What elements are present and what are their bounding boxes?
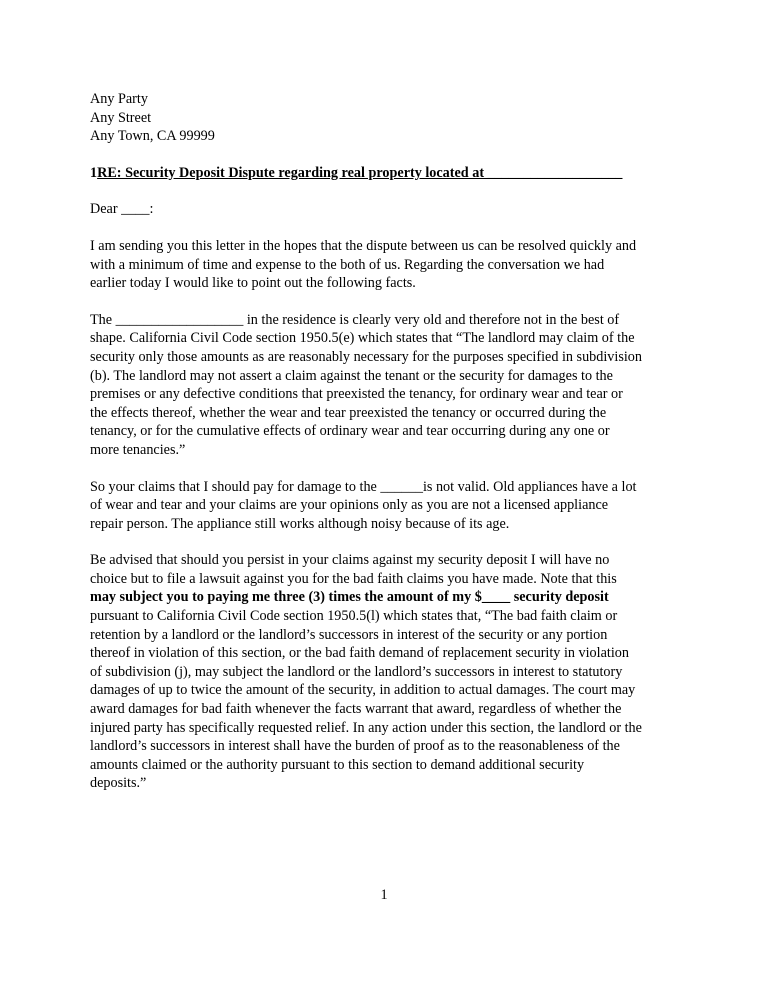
paragraph-line: more tenancies.” xyxy=(90,441,186,458)
subject-text: RE: Security Deposit Dispute regarding real property located at ___________________ xyxy=(97,164,623,181)
paragraph-civil-code-e xyxy=(90,311,684,460)
paragraph-line: thereof in violation of this section, or the bad faith demand of replacement security in violation xyxy=(90,645,629,662)
paragraph-bad-faith xyxy=(90,551,684,793)
paragraph-appliance xyxy=(90,478,684,534)
paragraph-line: landlord’s successors in interest shall have the burden of proof as to the reasonableness of the xyxy=(90,738,620,755)
paragraph-line: retention by a landlord or the landlord’s successors in interest of the security or any portion xyxy=(90,626,608,643)
address-city: Any Town, CA 99999 xyxy=(90,128,215,145)
paragraph-line: deposits.” xyxy=(90,775,147,792)
subject-prefix: 1 xyxy=(90,164,98,181)
letter-body xyxy=(90,90,684,793)
paragraph-line: the effects thereof, whether the wear and tear preexisted the tenancy or occurred during the xyxy=(90,404,607,421)
paragraph-line: of subdivision (j), may subject the landlord or the landlord’s successors in interest to statutory xyxy=(90,663,623,680)
paragraph-line: of wear and tear and your claims are your opinions only as you are not a licensed appliance xyxy=(90,497,609,514)
bold-warning-line: may subject you to paying me three (3) times the amount of my $____ security deposit xyxy=(90,589,609,606)
paragraph-line: choice but to file a lawsuit against you for the bad faith claims you have made. Note that this xyxy=(90,570,617,587)
subject-line xyxy=(90,164,684,183)
paragraph-line: I am sending you this letter in the hopes that the dispute between us can be resolved quickly and xyxy=(90,237,637,254)
paragraph-line: damages of up to twice the amount of the security, in addition to actual damages. The court may xyxy=(90,682,636,699)
paragraph-line: repair person. The appliance still works although noisy because of its age. xyxy=(90,515,510,532)
paragraph-line: tenancy, or for the cumulative effects of ordinary wear and tear occurring during any one or xyxy=(90,423,610,440)
paragraph-line: award damages for bad faith whenever the facts warrant that award, regardless of whether the xyxy=(90,701,622,718)
paragraph-line: amounts claimed or the authority pursuant to this section to demand additional security xyxy=(90,756,585,773)
paragraph-intro xyxy=(90,237,684,293)
paragraph-line: premises or any defective conditions that preexisted the tenancy, for ordinary wear and tear or xyxy=(90,386,623,403)
paragraph-line: injured party has specifically requested relief. In any action under this section, the landlord or the xyxy=(90,719,642,736)
address-name: Any Party xyxy=(90,91,148,107)
paragraph-line: The __________________ in the residence is clearly very old and therefore not in the best of xyxy=(90,311,620,328)
paragraph-line: pursuant to California Civil Code section 1950.5(l) which states that, “The bad faith claim or xyxy=(90,608,618,625)
paragraph-line: shape. California Civil Code section 1950.5(e) which states that “The landlord may claim of the xyxy=(90,330,635,347)
paragraph-line: (b). The landlord may not assert a claim against the tenant or the security for damages to the xyxy=(90,367,613,384)
recipient-address xyxy=(90,90,684,146)
address-street: Any Street xyxy=(90,109,152,126)
page-number: 1 xyxy=(380,887,388,903)
paragraph-line: So your claims that I should pay for damage to the ______is not valid. Old appliances have a lot xyxy=(90,478,637,495)
paragraph-line: security only those amounts as are reasonably necessary for the purposes specified in subdivision xyxy=(90,348,642,365)
salutation: Dear ____: xyxy=(90,201,154,218)
paragraph-line: earlier today I would like to point out the following facts. xyxy=(90,275,416,292)
paragraph-line: with a minimum of time and expense to the both of us. Regarding the conversation we had xyxy=(90,256,605,273)
paragraph-line: Be advised that should you persist in your claims against my security deposit I will have no xyxy=(90,552,610,569)
